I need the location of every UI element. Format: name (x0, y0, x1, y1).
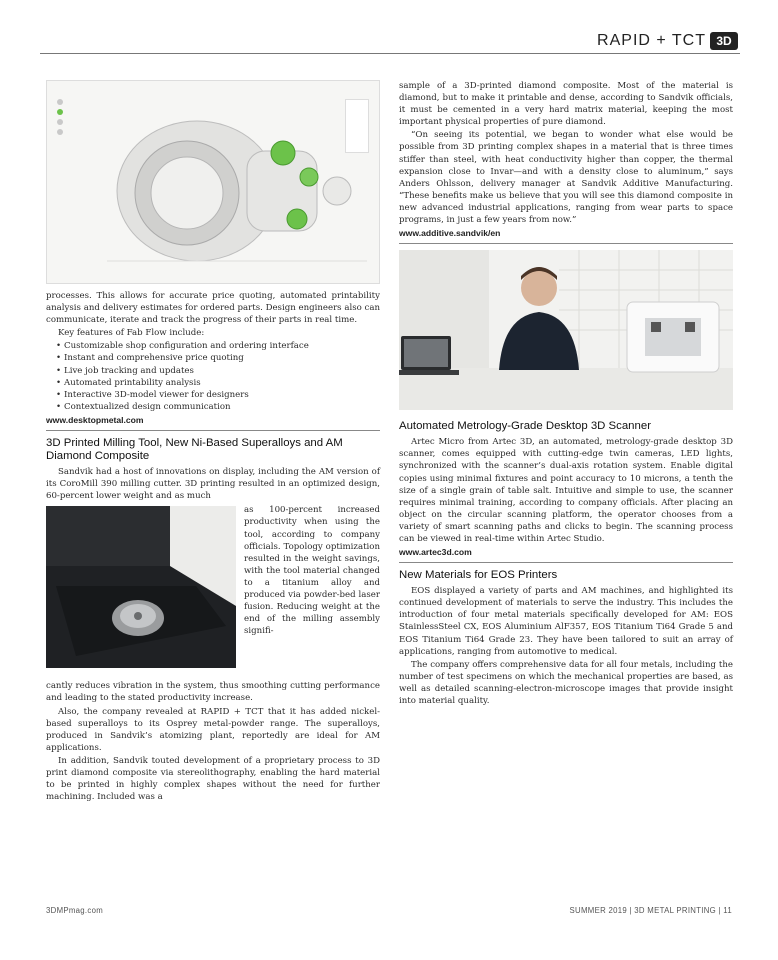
3d-logo-badge: 3D (710, 32, 738, 50)
body-paragraph: processes. This allows for accurate price quoting, automated printability analysis and delivery estimates for ordered parts. Design engineers also can communicate, iterate and track the progress of their parts in real time. (46, 291, 380, 326)
list-item: • Contextualized design communication (64, 401, 380, 413)
cad-model-image (46, 80, 380, 284)
milling-tool-figure-block (46, 506, 380, 676)
section-divider (399, 562, 733, 563)
features-intro: Key features of Fab Flow include: (58, 328, 205, 339)
list-item: • Customizable shop configuration and ordering interface (64, 340, 380, 352)
list-item: • Instant and comprehensive price quoting (64, 352, 380, 364)
body-paragraph: sample of a 3D-printed diamond composite. Most of the material is diamond, but to make it printable and dense, according to Sandvik officials, it must be cemented in a very hard matrix material, keeping the most important physical properties of pure diamond. (399, 81, 733, 128)
viewer-panel (345, 99, 369, 153)
printed-part-illustration (47, 81, 380, 284)
footer-site: 3DMPmag.com (46, 906, 104, 915)
viewer-toolbar (57, 99, 63, 159)
body-paragraph: The company offers comprehensive data for all four metals, including the number of test specimens on which the mechanical properties are based, as well as detailed scanning-electron-microscope images that provide insight into material quality. (399, 659, 733, 706)
website-link[interactable]: www.artec3d.com (399, 547, 472, 558)
list-item: • Interactive 3D-model viewer for designers (64, 389, 380, 401)
footer-issue-page: SUMMER 2019 | 3D METAL PRINTING | 11 (569, 906, 732, 915)
milling-tool-photo (46, 506, 236, 668)
body-paragraph: Artec Micro from Artec 3D, an automated, metrology-grade desktop 3D scanner, comes equipped with cutting-edge twin cameras, LED lights, synchronized with the scanner’s dual-axis rotation system. Enable digital copies using minimal fixtures and point accuracy to 10 microns, a tenth the size of a single grain of table salt. Intuitive and simple to use, the scanner requires minimal training, according to company officials. After placing an object on the circular scanning platform, the operator chooses from a variety of smart scanning paths and clicks to begin. The scanning process can be viewed in real-time within Artec Studio. (399, 437, 733, 544)
list-item: • Automated printability analysis (64, 377, 380, 389)
scanner-demo-photo (399, 250, 733, 410)
body-paragraph: Sandvik had a host of innovations on display, including the AM version of its CoroMill 390 milling cutter. 3D printing resulted in an optimized design, 60-percent lower weight and as much (46, 467, 380, 502)
website-link[interactable]: www.additive.sandvik/en (399, 228, 501, 239)
section-divider (46, 430, 380, 431)
wrapped-paragraph: as 100-percent increased productivity when using the tool, according to company officials. Topology optimization resulted in the weight savings, with the tool material changed to a titanium alloy and produced via powder-bed laser fusion. Reducing weight at the end of the milling assembly signifi- (244, 505, 380, 637)
section-divider (399, 243, 733, 244)
article-heading: 3D Printed Milling Tool, New Ni-Based Superalloys and AM Diamond Composite (46, 437, 343, 463)
page-header (40, 32, 740, 54)
features-list (46, 340, 380, 413)
article-heading: New Materials for EOS Printers (399, 569, 558, 582)
list-item: • Live job tracking and updates (64, 365, 380, 377)
body-paragraph: cantly reduces vibration in the system, thus smoothing cutting performance and leading to the stated productivity increase. (46, 681, 380, 704)
left-column (46, 80, 380, 804)
section-title: RAPID + TCT (597, 32, 706, 49)
right-column (399, 80, 733, 708)
body-paragraph: In addition, Sandvik touted development of a proprietary process to 3D print diamond composite via stereolithography, enabling the hard material to be printed in highly complex shapes without the need for further machining. Included was a (46, 755, 380, 803)
article-heading: Automated Metrology-Grade Desktop 3D Scanner (399, 420, 651, 433)
body-paragraph: Also, the company revealed at RAPID + TCT that it has added nickel-based superalloys to its Osprey metal-powder range. The superalloys, produced in Sandvik’s atomizing plant, reportedly are ideal for AM applications. (46, 706, 380, 753)
website-link[interactable]: www.desktopmetal.com (46, 414, 144, 425)
body-paragraph: EOS displayed a variety of parts and AM machines, and highlighted its continued development of materials to serve the industry. This includes the introduction of four metal materials specifically developed for AM: EOS StainlessSteel CX, EOS Aluminium AlF357, EOS Titanium Ti64 Grade 5 and EOS Titanium Ti64 Grade 23. They have been tailored to suit an array of applications, ranging from automotive to medical. (399, 586, 733, 657)
body-paragraph: “On seeing its potential, we began to wonder what else would be possible from 3D printing complex shapes in a material that is three times stiffer than steel, with heat conductivity higher than copper, the thermal expansion close to Invar—and with a density close to aluminum,” says Anders Ohlsson, delivery manager at Sandvik Additive Manufacturing. “These benefits make us believe that you will see this diamond composite in new advanced industrial applications, ranging from wear parts to space programs, in just a few years from now.” (399, 130, 733, 226)
